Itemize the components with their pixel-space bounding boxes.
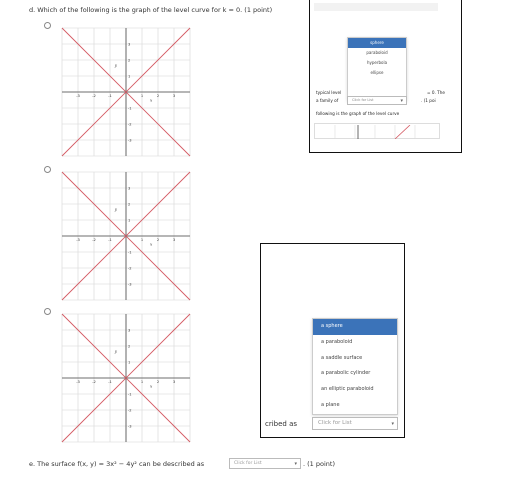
popup-bottom	[260, 243, 405, 438]
y-tick-label: 2	[128, 344, 131, 349]
y-tick-label: 3	[128, 186, 131, 191]
x-tick-label: 3	[172, 94, 176, 98]
y-axis-label: y	[114, 62, 118, 68]
x-tick-label: -3	[76, 238, 80, 242]
dropdown-option-a-plane[interactable]: a plane	[321, 401, 340, 408]
x-tick-label: -2	[92, 380, 96, 384]
y-tick-label: 3	[128, 328, 131, 333]
x-tick-label: -1	[108, 238, 112, 242]
popup-top-line2-right: . (1 poi	[421, 98, 436, 103]
y-tick-label: 1	[128, 360, 131, 365]
graph-option-c	[58, 310, 194, 446]
radio-option-b[interactable]	[44, 166, 51, 173]
graph-option-c-svg	[58, 310, 194, 446]
popup-top-select[interactable]	[347, 96, 407, 105]
x-tick-label: -1	[108, 94, 112, 98]
y-tick-label: -2	[128, 408, 132, 413]
popup-bottom-dropdown-list[interactable]	[312, 318, 398, 415]
x-tick-label: -3	[76, 380, 80, 384]
popup-top-line1-right: = 0. The	[427, 90, 445, 95]
x-axis-label: x	[150, 383, 153, 389]
popup-top-line3: following is the graph of the level curve	[316, 111, 400, 116]
popup-top-dropdown-list[interactable]	[347, 37, 407, 101]
question-e-select[interactable]	[229, 458, 301, 469]
popup-top-bar	[314, 3, 438, 11]
x-tick-label: -3	[76, 94, 80, 98]
chevron-down-icon: ▾	[294, 460, 297, 467]
dropdown-option-paraboloid[interactable]: paraboloid	[366, 50, 388, 55]
dropdown-option-a-sphere[interactable]: a sphere	[313, 319, 397, 335]
dropdown-option-a-paraboloid[interactable]: a paraboloid	[321, 338, 353, 345]
question-e-select-label: Click for List	[234, 461, 262, 466]
x-tick-label: 1	[140, 380, 144, 384]
x-axis-label: x	[150, 97, 153, 103]
popup-top-select-label: Click for List	[352, 98, 374, 102]
y-tick-label: 1	[128, 218, 131, 223]
graph-option-a-svg	[58, 24, 194, 160]
popup-top-line2-left: a family of	[316, 98, 339, 103]
x-tick-label: -1	[108, 380, 112, 384]
y-tick-label: -2	[128, 122, 132, 127]
y-axis-label: y	[114, 348, 118, 354]
question-e-prefix: e. The surface f(x, y) = 3x² − 4y² can be described as	[29, 460, 205, 468]
x-axis-label: x	[150, 241, 153, 247]
y-tick-label: -3	[128, 138, 132, 143]
y-tick-label: 2	[128, 202, 131, 207]
popup-top-graph-fragment-svg	[315, 125, 439, 139]
y-tick-label: 1	[128, 74, 131, 79]
dropdown-option-a-parabolic-cylinder[interactable]: a parabolic cylinder	[321, 370, 371, 377]
radio-option-a[interactable]	[44, 22, 51, 29]
dropdown-option-sphere[interactable]: sphere	[348, 38, 406, 48]
y-tick-label: -3	[128, 282, 132, 287]
dropdown-option-an-elliptic-paraboloid[interactable]: an elliptic paraboloid	[321, 386, 374, 393]
popup-bottom-select-label: Click for List	[318, 420, 352, 426]
x-tick-label: 3	[172, 380, 176, 384]
dropdown-option-a-saddle-surface[interactable]: a saddle surface	[321, 354, 363, 361]
y-axis-label: y	[114, 206, 118, 212]
popup-bottom-described-as: cribed as	[265, 420, 298, 428]
popup-top-graph-fragment	[314, 123, 440, 139]
popup-bottom-select[interactable]	[312, 417, 398, 430]
x-tick-label: -2	[92, 94, 96, 98]
question-d-label: d. Which of the following is the graph of the level curve for k = 0. (1 point)	[29, 6, 273, 14]
dropdown-option-5[interactable]	[348, 78, 406, 88]
y-tick-label: -1	[128, 106, 132, 111]
y-tick-label: -1	[128, 250, 132, 255]
x-tick-label: 1	[140, 94, 144, 98]
question-e-suffix: . (1 point)	[303, 460, 335, 468]
y-tick-label: -2	[128, 266, 132, 271]
y-tick-label: 3	[128, 42, 131, 47]
chevron-down-icon: ▾	[400, 97, 403, 104]
dropdown-option-ellipse[interactable]: ellipse	[370, 70, 384, 75]
x-tick-label: 1	[140, 238, 144, 242]
graph-option-a	[58, 24, 194, 160]
x-tick-label: -2	[92, 238, 96, 242]
graph-option-b	[58, 168, 194, 304]
y-tick-label: 2	[128, 58, 131, 63]
dropdown-option-hyperbola[interactable]: hyperbola	[366, 60, 388, 65]
x-tick-label: 3	[172, 238, 176, 242]
x-tick-label: 2	[156, 94, 160, 98]
radio-option-c[interactable]	[44, 308, 51, 315]
x-tick-label: 2	[156, 380, 160, 384]
x-tick-label: 2	[156, 238, 160, 242]
chevron-down-icon: ▾	[391, 420, 394, 427]
graph-option-b-svg	[58, 168, 194, 304]
y-tick-label: -1	[128, 392, 132, 397]
popup-top-line1-left: typical level	[316, 90, 342, 95]
popup-top	[309, 0, 462, 153]
y-tick-label: -3	[128, 424, 132, 429]
